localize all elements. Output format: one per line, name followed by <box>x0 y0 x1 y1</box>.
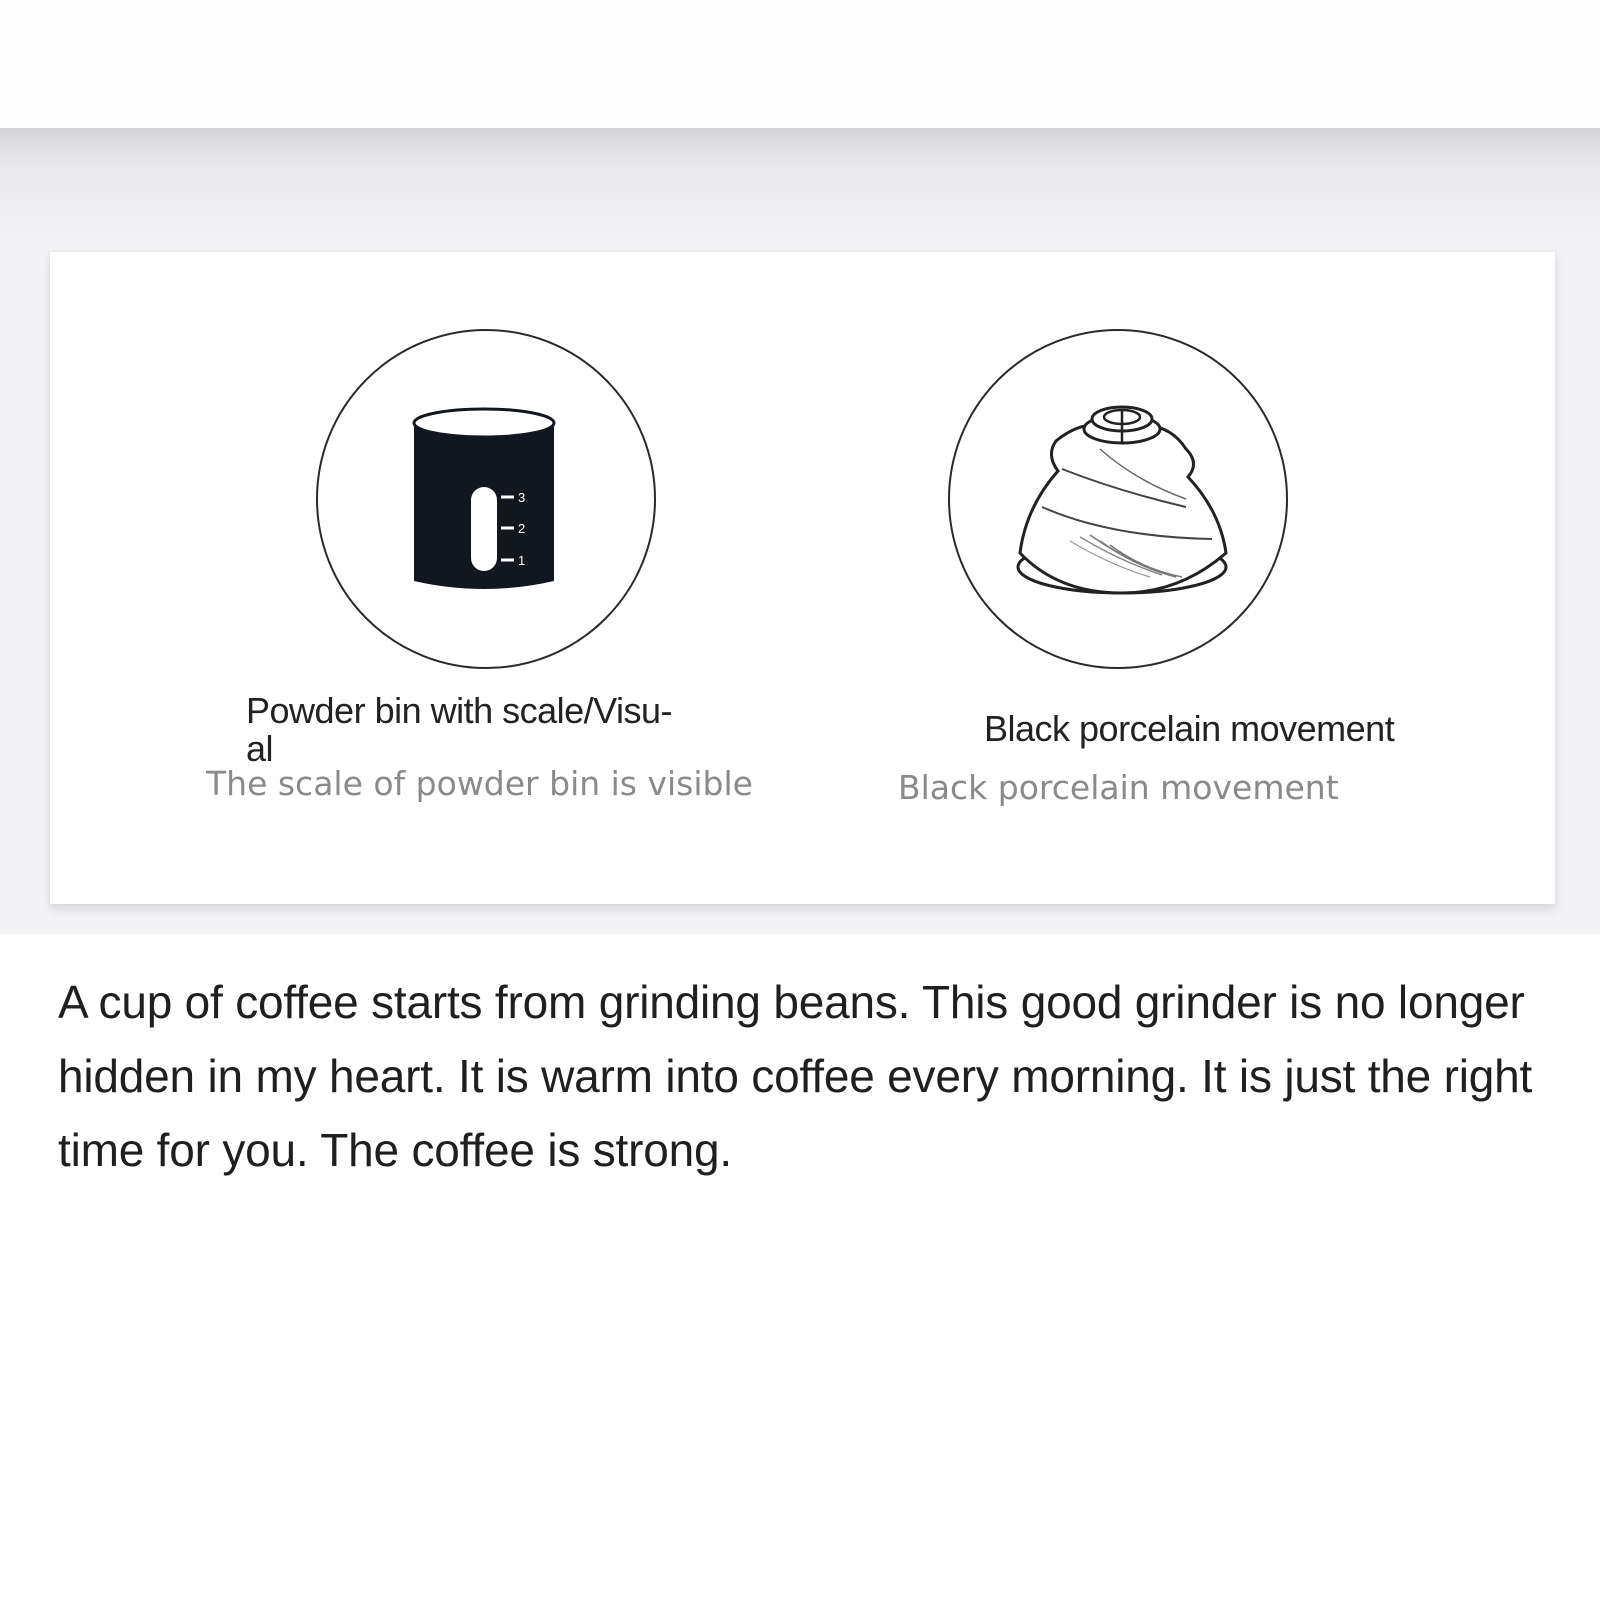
header-bar <box>0 128 1600 248</box>
movement-subtitle: Black porcelain movement <box>898 768 1339 807</box>
scale-mark-1: 1 <box>518 553 526 568</box>
powder-bin-subtitle: The scale of powder bin is visible <box>206 764 753 803</box>
description-text: A cup of coffee starts from grinding beans. This good grinder is no longer hidden in my heart. It is warm into coffee every morning. It is just the right time for you. The coffee is strong. <box>58 976 1533 1176</box>
powder-bin-title: Powder bin with scale/Visu- al <box>246 690 673 769</box>
feature-panel <box>50 252 1555 904</box>
top-band <box>0 0 1600 130</box>
scale-mark-2: 2 <box>518 521 526 536</box>
movement-title: Black porcelain movement <box>984 708 1395 749</box>
burr-movement-icon <box>950 331 1290 671</box>
movement-circle <box>948 329 1288 669</box>
scale-mark-3: 3 <box>518 490 526 505</box>
powder-bin-icon <box>318 331 658 671</box>
powder-bin-circle <box>316 329 656 669</box>
